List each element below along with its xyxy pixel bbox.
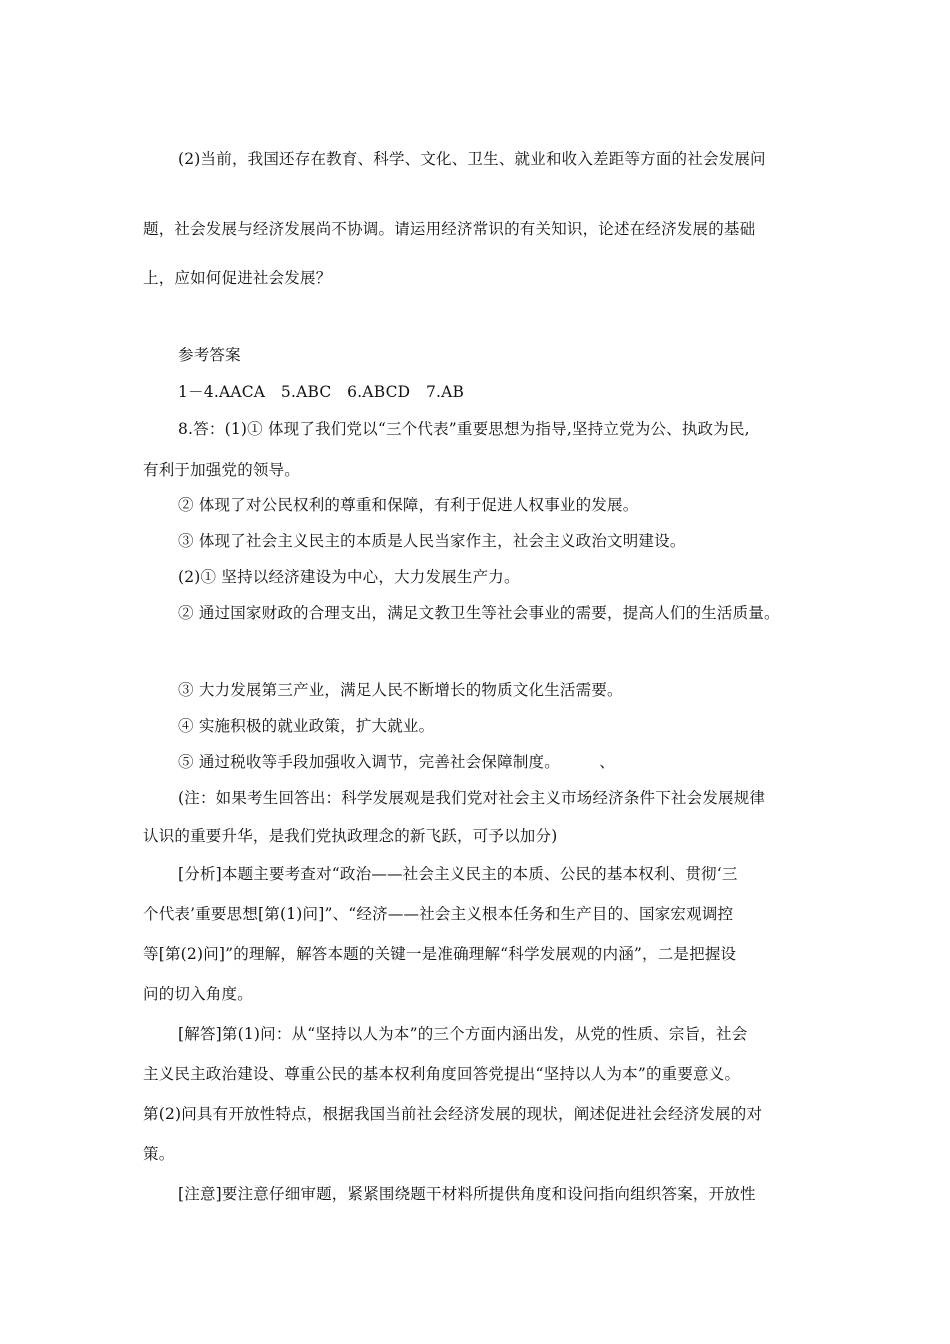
answer8-line-4: ③ 体现了社会主义民主的本质是人民当家作主，社会主义政治文明建设。 <box>178 532 686 550</box>
answer8-line-3: ② 体现了对公民权利的尊重和保障，有利于促进人权事业的发展。 <box>178 496 639 514</box>
solution-line-4: 策。 <box>143 1145 175 1163</box>
question2-line-3: 上，应如何促进社会发展？ <box>143 269 332 287</box>
answer8-line-5: (2)① 坚持以经济建设为中心，大力发展生产力。 <box>178 568 520 586</box>
answer8-line-1: 8.答：(1)① 体现了我们党以“三个代表”重要思想为指导,坚持立党为公、执政为民, <box>178 420 750 438</box>
answer8-note-line-2: 认识的重要升华，是我们党执政理念的新飞跃，可予以加分) <box>143 827 558 845</box>
question2-line-2: 题，社会发展与经济发展尚不协调。请运用经济常识的有关知识，论述在经济发展的基础 <box>143 220 756 238</box>
solution-line-3: 第(2)问具有开放性特点，根据我国当前社会经济发展的现状，阐述促进社会经济发展的对 <box>143 1105 763 1123</box>
answer8-line-6: ② 通过国家财政的合理支出，满足文教卫生等社会事业的需要，提高人们的生活质量。 <box>178 604 780 622</box>
note-line-1: [注意]要注意仔细审题，紧紧围绕题干材料所提供角度和设问指向组织答案，开放性 <box>178 1185 756 1203</box>
analysis-line-4: 问的切入角度。 <box>143 985 253 1003</box>
analysis-line-2: 个代表’重要思想[第(1)问]”、“经济——社会主义根本任务和生产目的、国家宏观调控 <box>143 905 734 923</box>
answers-heading: 参考答案 <box>178 346 241 364</box>
solution-line-1: [解答]第(1)问：从“坚持以人为本”的三个方面内涵出发，从党的性质、宗旨，社会 <box>178 1025 748 1043</box>
answer8-line-8: ④ 实施积极的就业政策，扩大就业。 <box>178 717 435 735</box>
multiple-choice-answers: 1－4.AACA 5.ABC 6.ABCD 7.AB <box>178 383 465 401</box>
answer8-line-9: ⑤ 通过税收等手段加强收入调节，完善社会保障制度。 、 <box>178 753 615 771</box>
answer8-note-line-1: (注：如果考生回答出：科学发展观是我们党对社会主义市场经济条件下社会发展规律 <box>178 789 766 807</box>
question2-line-1: (2)当前，我国还存在教育、科学、文化、卫生、就业和收入差距等方面的社会发展问 <box>178 150 766 168</box>
answer8-line-7: ③ 大力发展第三产业，满足人民不断增长的物质文化生活需要。 <box>178 681 623 699</box>
answer8-line-2: 有利于加强党的领导。 <box>143 461 301 479</box>
analysis-line-3: 等[第(2)问]”的理解，解答本题的关键一是准确理解“科学发展观的内涵”，二是把握设 <box>143 945 737 963</box>
analysis-line-1: [分析]本题主要考查对“政治——社会主义民主的本质、公民的基本权利、贯彻‘三 <box>178 865 738 883</box>
solution-line-2: 主义民主政治建设、尊重公民的基本权利角度回答党提出“坚持以人为本”的重要意义。 <box>143 1065 741 1083</box>
